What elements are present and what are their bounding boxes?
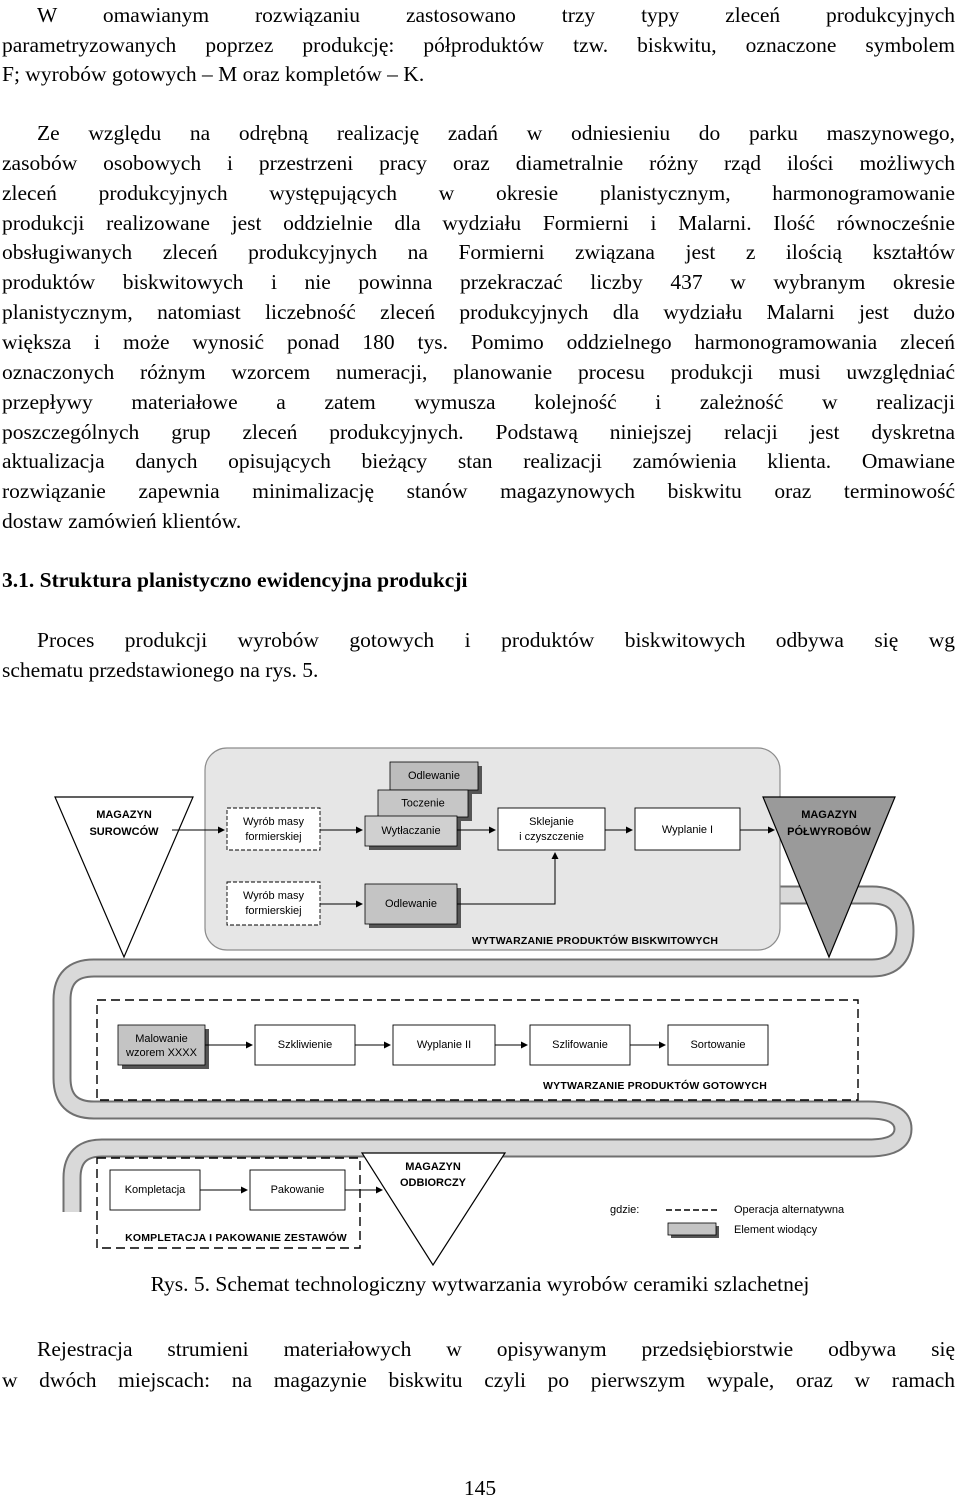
paragraph-2-line-2: zasobów osobowych i przestrzeni pracy oraz diametralnie różny rząd ilości możliwych bbox=[2, 151, 955, 175]
box-szlifowanie-label: Szlifowanie bbox=[552, 1039, 608, 1051]
box-toczenie-label: Toczenie bbox=[401, 797, 445, 810]
figure-caption: Rys. 5. Schemat technologiczny wytwarzania wyrobów ceramiki szlachetnej bbox=[150, 1272, 810, 1296]
paragraph-2-line-12: aktualizacja danych opisujących bieżący stan realizacji zamówienia klienta. Omawiane bbox=[2, 449, 955, 473]
paragraph-2-line-9: oznaczonych różnym wzorcem numeracji, planowanie procesu produkcji musi uwzględniać bbox=[2, 360, 955, 384]
box-sortowanie-label: Sortowanie bbox=[690, 1039, 746, 1051]
paragraph-4-line-1: Rejestracja strumieni materiałowych w opisywanym przedsiębiorstwie odbywa się bbox=[37, 1337, 955, 1361]
paragraph-3-line-2: schematu przedstawionego na rys. 5. bbox=[2, 658, 319, 682]
box-wyrob-masy-1-label-1: Wyrób masy bbox=[242, 816, 305, 828]
legend-where-label: gdzie: bbox=[610, 1204, 640, 1216]
paragraph-3-line-1: Proces produkcji wyrobów gotowych i produktów biskwitowych odbywa się wg bbox=[37, 628, 955, 652]
paragraph-2-line-8: większa i może wynosić ponad 180 tys. Pomimo oddzielnego harmonogramowania zleceń bbox=[2, 330, 955, 354]
paragraph-2-line-13: rozwiązanie zapewnia minimalizację stanów magazynowych biskwitu oraz terminowość bbox=[2, 479, 955, 503]
paragraph-2-line-14: dostaw zamówień klientów. bbox=[2, 509, 242, 533]
section-heading: 3.1. Struktura planistyczno ewidencyjna produkcji bbox=[2, 568, 468, 592]
box-malowanie bbox=[118, 1025, 205, 1065]
box-malowanie-label-1: Malowanie bbox=[135, 1033, 188, 1045]
box-wyrob-masy-2-label-2: formierskiej bbox=[245, 905, 302, 917]
box-sklejanie bbox=[498, 808, 605, 850]
warehouse-semi-finished bbox=[763, 797, 895, 957]
warehouse-raw-materials-label-1: MAGAZYN bbox=[96, 809, 152, 821]
legend-alternative-label: Operacja alternatywna bbox=[734, 1204, 845, 1216]
box-wyrob-masy-2 bbox=[227, 882, 320, 925]
paragraph-4-line-2: w dwóch miejscach: na magazynie biskwitu czyli po pierwszym wypale, oraz w ramach bbox=[2, 1368, 955, 1392]
paragraph-2-line-4: produkcji realizowane jest oddzielnie dla wydziału Formierni i Malarni. Ilość równocześnie bbox=[2, 211, 955, 235]
box-wyrob-masy-1-label-2: formierskiej bbox=[245, 831, 302, 843]
box-odlewanie-bottom-label: Odlewanie bbox=[385, 898, 437, 910]
paragraph-2-line-10: przepływy materiałowe a zatem wymusza kolejność i zależność w realizacji bbox=[2, 390, 955, 414]
box-szkliwienie-label: Szkliwienie bbox=[277, 1039, 333, 1051]
flow-arrow-head bbox=[376, 1187, 383, 1194]
paragraph-2-line-3: zleceń produkcyjnych występujących w okresie planistycznym, harmonogramowanie bbox=[2, 181, 955, 205]
paragraph-2-line-11: poszczególnych grup zleceń produkcyjnych. Podstawą niniejszej relacji jest dyskretna bbox=[2, 420, 955, 444]
box-wyplanie-1-label: Wyplanie I bbox=[661, 824, 714, 836]
box-wyplanie-2-label: Wyplanie II bbox=[416, 1039, 472, 1051]
paragraph-2-line-1: Ze względu na odrębną realizację zadań w odniesieniu do parku maszynowego, bbox=[37, 121, 955, 145]
legend-leading-label: Element wiodący bbox=[734, 1224, 818, 1236]
paragraph-1-line-2: parametryzowanych poprzez produkcję: półproduktów tzw. biskwitu, oznaczone symbolem bbox=[2, 33, 955, 57]
warehouse-dispatch-label-1: MAGAZYN bbox=[405, 1161, 461, 1173]
paragraph-2-line-7: planistycznym, natomiast liczebność zleceń produkcyjnych dla wydziału Malarni jest dużo bbox=[2, 300, 955, 324]
warehouse-dispatch-label-2: ODBIORCZY bbox=[400, 1177, 466, 1189]
section-label-biskwit: WYTWARZANIE PRODUKTÓW BISKWITOWYCH bbox=[471, 935, 719, 947]
warehouse-raw-materials-label-2: SUROWCÓW bbox=[89, 826, 159, 838]
box-kompletacja-label: Kompletacja bbox=[124, 1184, 186, 1196]
warehouse-semi-finished-label-1: MAGAZYN bbox=[801, 809, 857, 821]
box-wyrob-masy-2-label-1: Wyrób masy bbox=[242, 890, 305, 902]
box-pakowanie-label: Pakowanie bbox=[270, 1184, 325, 1196]
legend-leading-element-swatch bbox=[668, 1223, 716, 1235]
box-wytlaczanie-label: Wytłaczanie bbox=[381, 825, 441, 837]
section-label-gotowe: WYTWARZANIE PRODUKTÓW GOTOWYCH bbox=[543, 1080, 767, 1092]
box-sklejanie-label-1: Sklejanie bbox=[529, 816, 574, 828]
box-malowanie-label-2: wzorem XXXX bbox=[126, 1047, 197, 1059]
paragraph-2-line-5: obsługiwanych zleceń produkcyjnych na Formierni związana jest z ilością kształtów bbox=[2, 240, 955, 264]
section-label-kompletacja: KOMPLETACJA I PAKOWANIE ZESTAWÓW bbox=[125, 1232, 347, 1244]
paragraph-1-line-3: F; wyrobów gotowych – M oraz kompletów – K. bbox=[2, 62, 425, 86]
warehouse-semi-finished-label-2: PÓŁWYROBÓW bbox=[787, 826, 871, 838]
box-odlewanie-top-label: Odlewanie bbox=[408, 770, 460, 782]
box-sklejanie-label-2: i czyszczenie bbox=[519, 831, 584, 843]
paragraph-1-line-1: W omawianym rozwiązaniu zastosowano trzy typy zleceń produkcyjnych bbox=[37, 3, 955, 27]
page-number: 145 bbox=[463, 1476, 497, 1500]
warehouse-raw-materials bbox=[55, 797, 193, 957]
paragraph-2-line-6: produktów biskwitowych i nie powinna przekraczać liczby 437 w wybranym okresie bbox=[2, 270, 955, 294]
box-wyrob-masy-1 bbox=[227, 808, 320, 850]
